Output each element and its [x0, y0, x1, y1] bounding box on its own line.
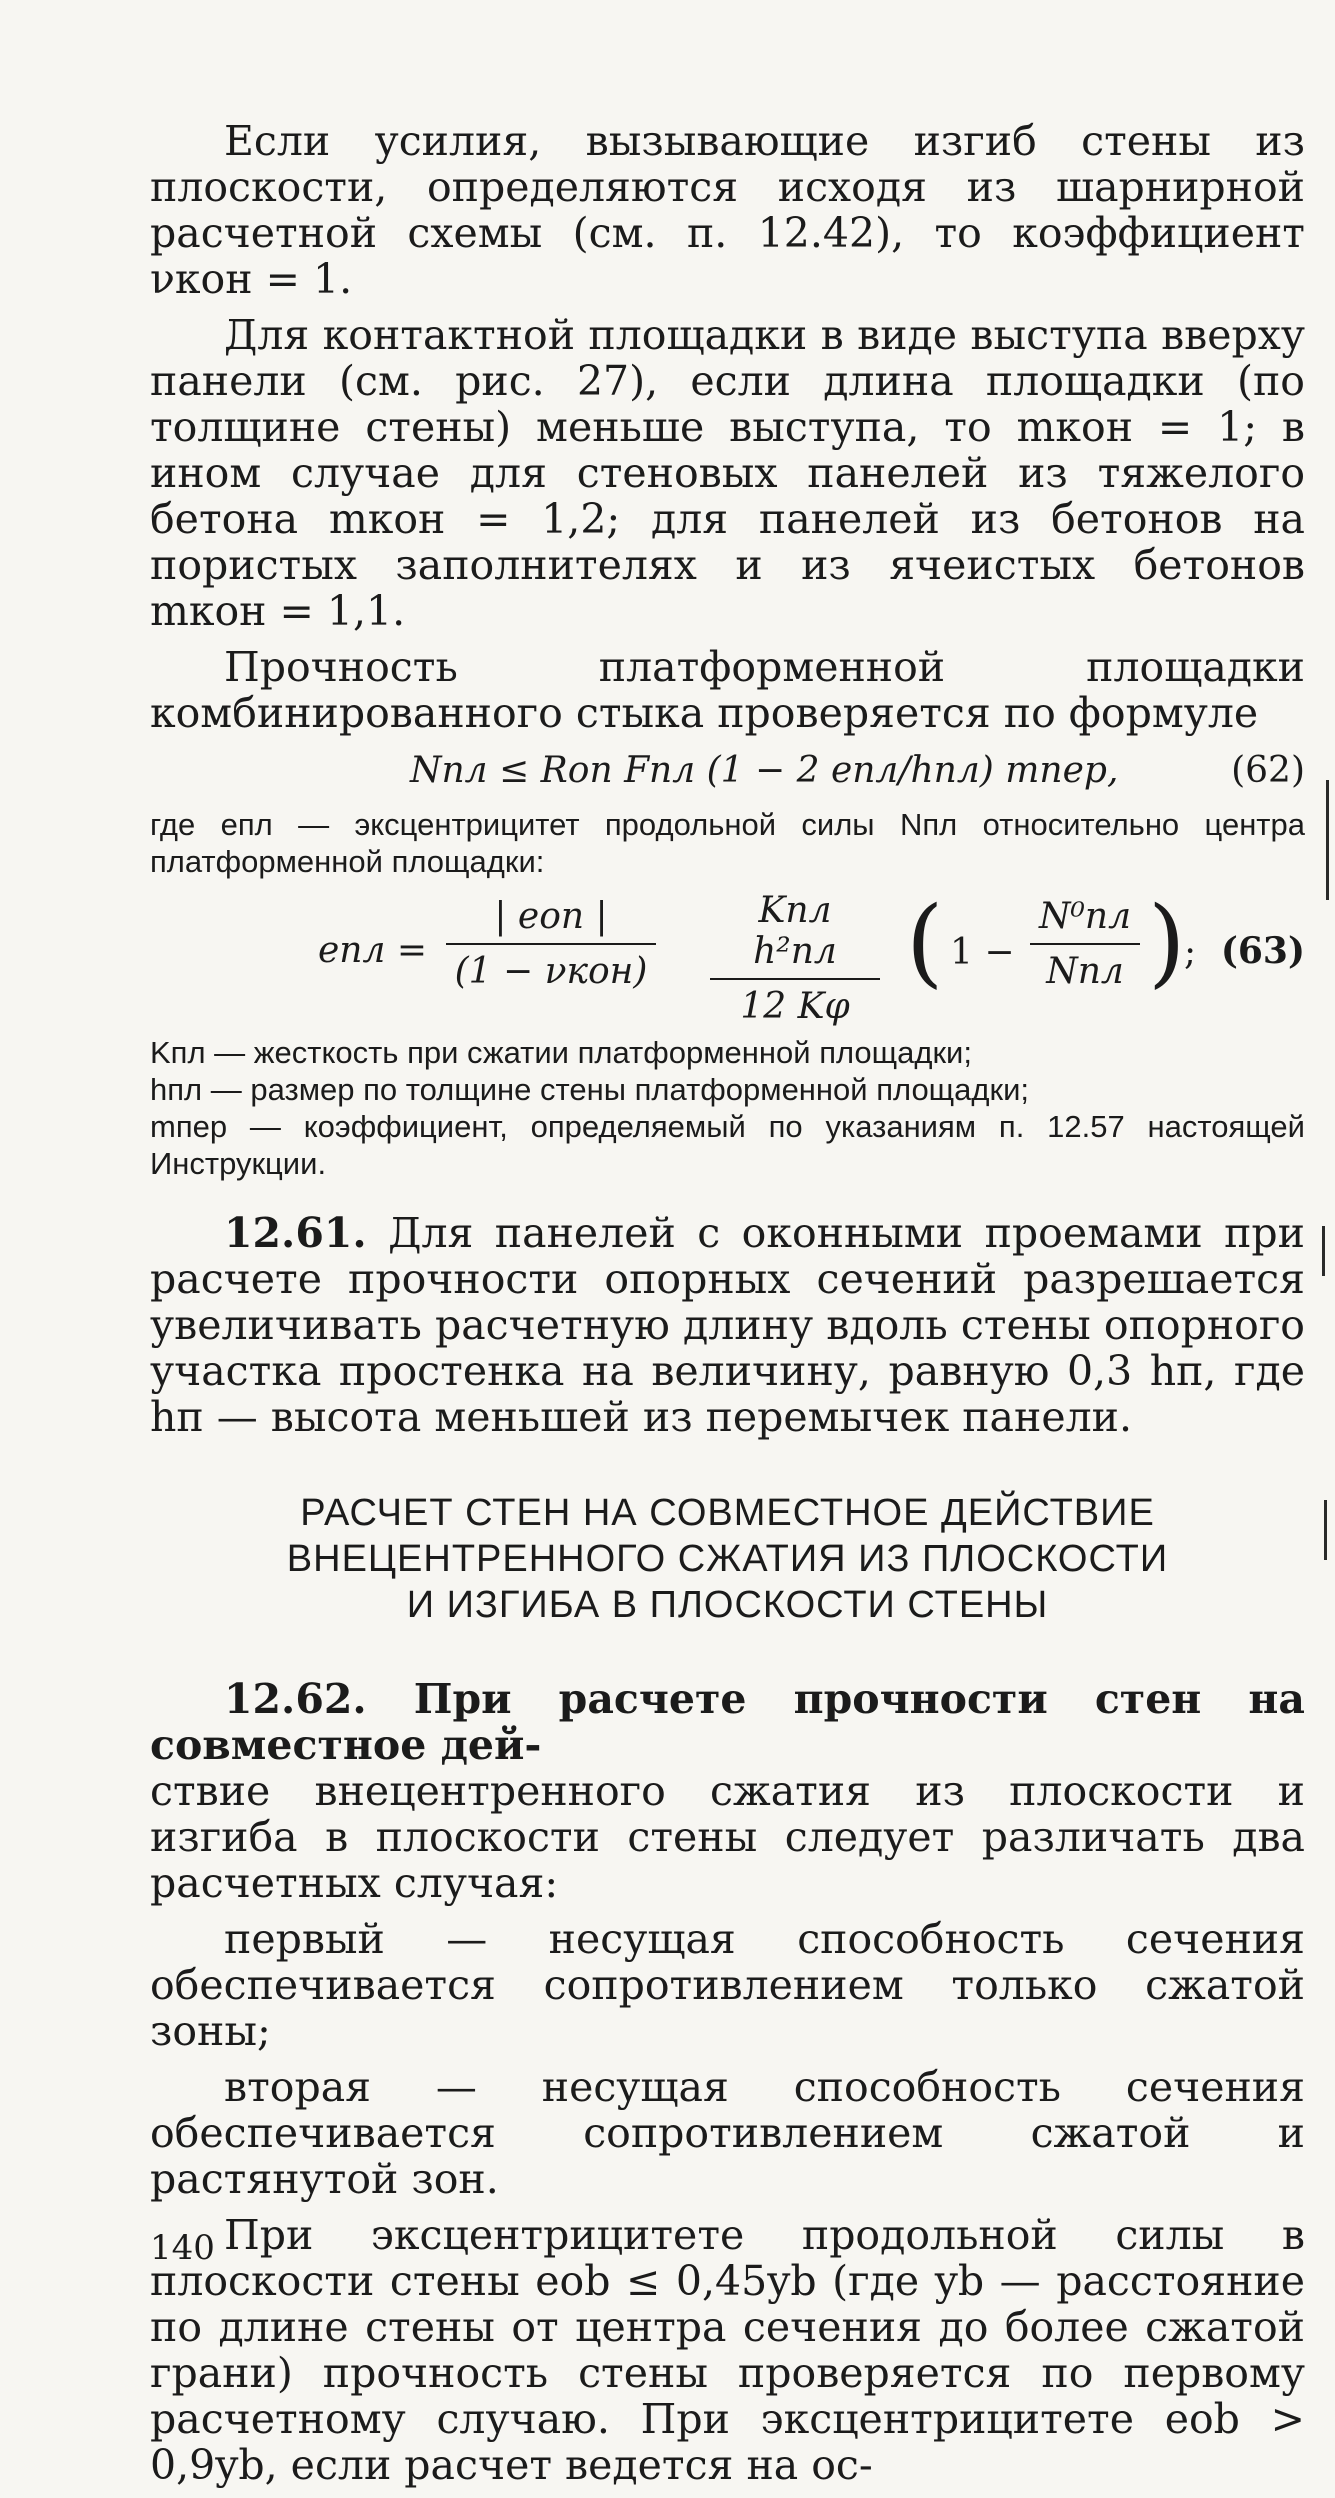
clause-12-61-number: 12.61.	[224, 1209, 367, 1257]
fraction-2-numerator: Kпл h²пл	[710, 890, 880, 980]
paragraph-12-62-lead	[150, 1676, 1305, 1768]
case-first: первый — несущая способность сечения обеспечивается сопротивлением только сжатой зоны;	[150, 1915, 1305, 2055]
paragraph-2: Для контактной площадки в виде выступа вверху панели (см. рис. 27), если длина площадки (по толщине стены) меньше выступа, то mкон = 1; в ином случае для стеновых панелей из тяжелого бетона mкон = 1,2; для панелей из бетонов на пористых заполнителях и из ячеистых бетонов mкон = 1,1.	[150, 311, 1305, 635]
definition-kpl: Kпл — жесткость при сжатии платформенной площадки;	[150, 1035, 972, 1070]
heading-line-1: РАСЧЕТ СТЕН НА СОВМЕСТНОЕ ДЕЙСТВИЕ	[300, 1492, 1155, 1534]
fraction-1-numerator: | eоп |	[446, 896, 656, 945]
paren-close: )	[1148, 886, 1186, 998]
fraction-1-denominator: (1 − νкон)	[454, 951, 648, 992]
page-number: 140	[150, 2228, 215, 2268]
heading-line-2: ВНЕЦЕНТРЕННОГО СЖАТИЯ ИЗ ПЛОСКОСТИ	[286, 1538, 1169, 1580]
formula-63-fraction-3	[1030, 896, 1140, 992]
formula-63-paren-text: 1 −	[950, 932, 1015, 973]
where-line: где eпл — эксцентрицитет продольной силы Nпл относительно центра платформенной площадки:	[150, 807, 1305, 879]
margin-mark	[1326, 780, 1329, 900]
formula-62	[150, 746, 1305, 806]
margin-mark	[1324, 1500, 1327, 1560]
formula-63-lhs: eпл =	[318, 930, 428, 971]
fraction-3-denominator: Nпл	[1046, 951, 1124, 992]
section-heading	[150, 1490, 1305, 1628]
page-body	[150, 118, 1305, 2498]
definition-mper: mпер — коэффициент, определяемый по указаниям п. 12.57 настоящей Инструкции.	[150, 1109, 1305, 1181]
fraction-2-denominator: 12 Kφ	[740, 986, 850, 1027]
paragraph-3: Прочность платформенной площадки комбинированного стыка проверяется по формуле	[150, 643, 1305, 737]
paragraph-12-62-text: ствие внецентренного сжатия из плоскости и изгиба в плоскости стены следует различать два расчетных случая:	[150, 1767, 1305, 1907]
paren-open: (	[906, 886, 944, 998]
paragraph-eccentricity: При эксцентрицитете продольной силы в плоскости стены eоb ≤ 0,45yb (где yb — расстояние по длине стены от центра сечения до более сжатой грани) прочность стены проверяется по первому расчетному случаю. При эксцентрицитете eоb > 0,9yb, если расчет ведется на ос-	[150, 2211, 1305, 2489]
definition-hpl: hпл — размер по толщине стены платформенной площадки;	[150, 1072, 1030, 1107]
formula-62-expression: Nпл ≤ Rоп Fпл (1 − 2 eпл/hпл) mпер,	[410, 750, 1119, 791]
formula-63-number: (63)	[1220, 930, 1305, 972]
case-second: вторая — несущая способность сечения обеспечивается сопротивлением сжатой и растянутой зон.	[150, 2063, 1305, 2203]
formula-63	[150, 886, 1305, 1026]
fraction-3-numerator: N⁰пл	[1030, 896, 1140, 945]
paragraph-1: Если усилия, вызывающие изгиб стены из плоскости, определяются исходя из шарнирной расчетной схемы (см. п. 12.42), то коэффициент νкон = 1.	[150, 117, 1305, 303]
clause-12-61-text: Для панелей с оконными проемами при расчете прочности опорных сечений разрешается увеличивать расчетную длину вдоль стены опорного участка простенка на величину, равную 0,3 hп, где hп — высота меньшей из перемычек панели.	[150, 1209, 1305, 1441]
formula-62-number: (62)	[1231, 750, 1305, 791]
formula-63-fraction-1	[446, 896, 656, 992]
margin-mark	[1322, 1226, 1325, 1276]
paragraph-12-61	[150, 1210, 1305, 1440]
formula-63-tail: ;	[1184, 932, 1197, 973]
heading-line-3: И ИЗГИБА В ПЛОСКОСТИ СТЕНЫ	[406, 1584, 1049, 1626]
formula-63-fraction-2	[710, 890, 880, 1027]
clause-12-62-lead: 12.62. При расчете прочности стен на совместное дей-	[150, 1675, 1305, 1769]
